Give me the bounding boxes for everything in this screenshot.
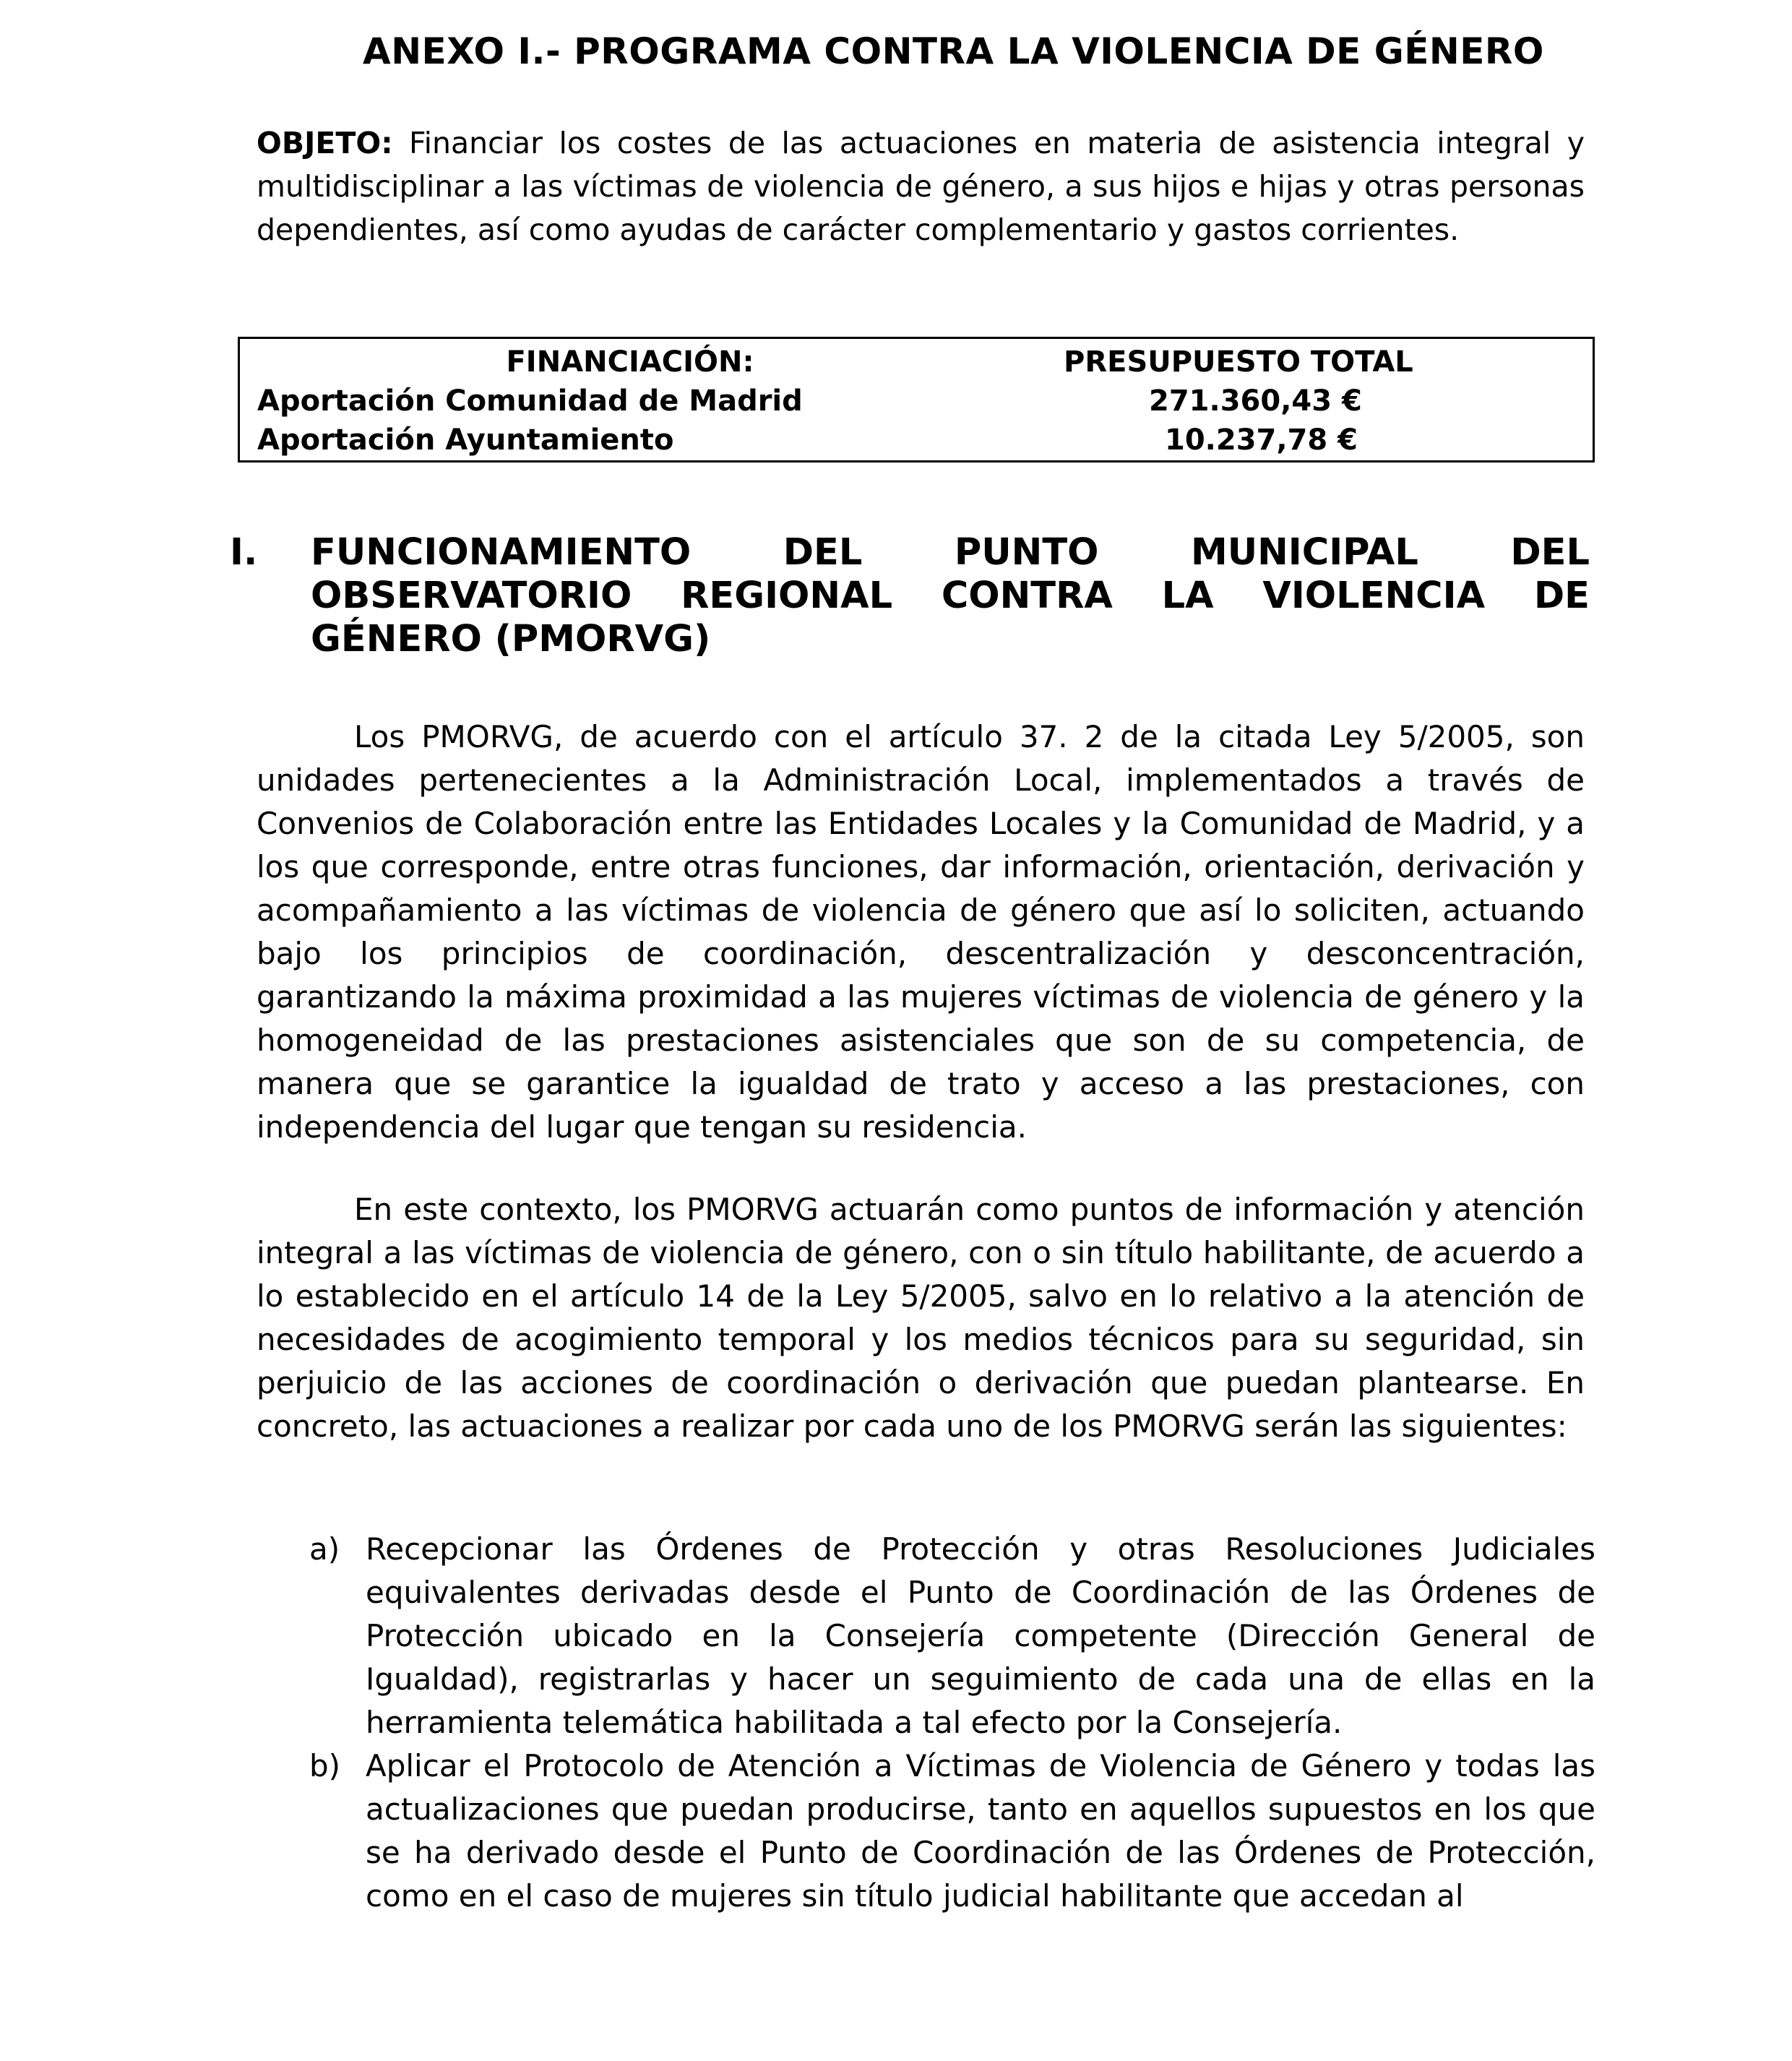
financing-header-row: [240, 342, 1593, 382]
financing-row: [240, 420, 1593, 460]
list-marker: a): [309, 1531, 340, 1567]
list-item-text: Recepcionar las Órdenes de Protección y otras Resoluciones Judiciales equivalentes derivadas desde el Punto de Coordinación de las Órdenes de Protección ubicado en la Consejería competente (Dirección General de Igualdad), registrarlas y hacer un seguimiento de cada una de ellas en la herramienta telemática habilitada a tal efecto por la Consejería.: [366, 1531, 1595, 1740]
annex-title: ANEXO I.- PROGRAMA CONTRA LA VIOLENCIA DE GÉNERO: [363, 30, 1544, 72]
list-item: [309, 1528, 1595, 1744]
list-item: [309, 1744, 1595, 1918]
section-number: I.: [230, 531, 258, 574]
objeto-text: Financiar los costes de las actuaciones en materia de asistencia integral y multidisciplinar a las víctimas de violencia de género, a sus hijos e hijas y otras personas dependientes, así como ayudas de carácter complementario y gastos corrientes.: [257, 126, 1585, 247]
actions-list: [309, 1528, 1595, 1918]
financing-table: [238, 337, 1595, 462]
financing-row-amount: 10.237,78 €: [1165, 423, 1358, 457]
list-marker: b): [309, 1748, 341, 1784]
objeto-paragraph: [257, 121, 1585, 251]
budget-header-label: PRESUPUESTO TOTAL: [1064, 345, 1413, 379]
financing-row-label: Aportación Ayuntamiento: [257, 423, 674, 457]
financing-row-amount: 271.360,43 €: [1149, 384, 1362, 418]
section-title: FUNCIONAMIENTO DEL PUNTO MUNICIPAL DEL OBSERVATORIO REGIONAL CONTRA LA VIOLENCIA DE GÉNERO (PMORVG): [311, 531, 1590, 661]
objeto-label: OBJETO:: [257, 126, 393, 160]
list-item-text: Aplicar el Protocolo de Atención a Víctimas de Violencia de Género y todas las actualizaciones que puedan producirse, tanto en aquellos supuestos en los que se ha derivado desde el Punto de Coordinación de las Órdenes de Protección, como en el caso de mujeres sin título judicial habilitante que accedan al: [366, 1748, 1595, 1914]
financing-row-label: Aportación Comunidad de Madrid: [257, 384, 803, 418]
body-paragraph: Los PMORVG, de acuerdo con el artículo 37. 2 de la citada Ley 5/2005, son unidades pertenecientes a la Administración Local, implementados a través de Convenios de Colaboración entre las Entidades Locales y la Comunidad de Madrid, y a los que corresponde, entre otras funciones, dar información, orientación, derivación y acompañamiento a las víctimas de violencia de género que así lo soliciten, actuando bajo los principios de coordinación, descentralización y desconcentración, garantizando la máxima proximidad a las mujeres víctimas de violencia de género y la homogeneidad de las prestaciones asistenciales que son de su competencia, de manera que se garantice la igualdad de trato y acceso a las prestaciones, con independencia del lugar que tengan su residencia.: [257, 719, 1585, 1145]
financing-row: [240, 381, 1593, 421]
financing-header-label: FINANCIACIÓN:: [506, 345, 754, 379]
body-paragraph: En este contexto, los PMORVG actuarán como puntos de información y atención integral a las víctimas de violencia de género, con o sin título habilitante, de acuerdo a lo establecido en el artículo 14 de la Ley 5/2005, salvo en lo relativo a la atención de necesidades de acogimiento temporal y los medios técnicos para su seguridad, sin perjuicio de las acciones de coordinación o derivación que puedan plantearse. En concreto, las actuaciones a realizar por cada uno de los PMORVG serán las siguientes:: [257, 1192, 1585, 1444]
